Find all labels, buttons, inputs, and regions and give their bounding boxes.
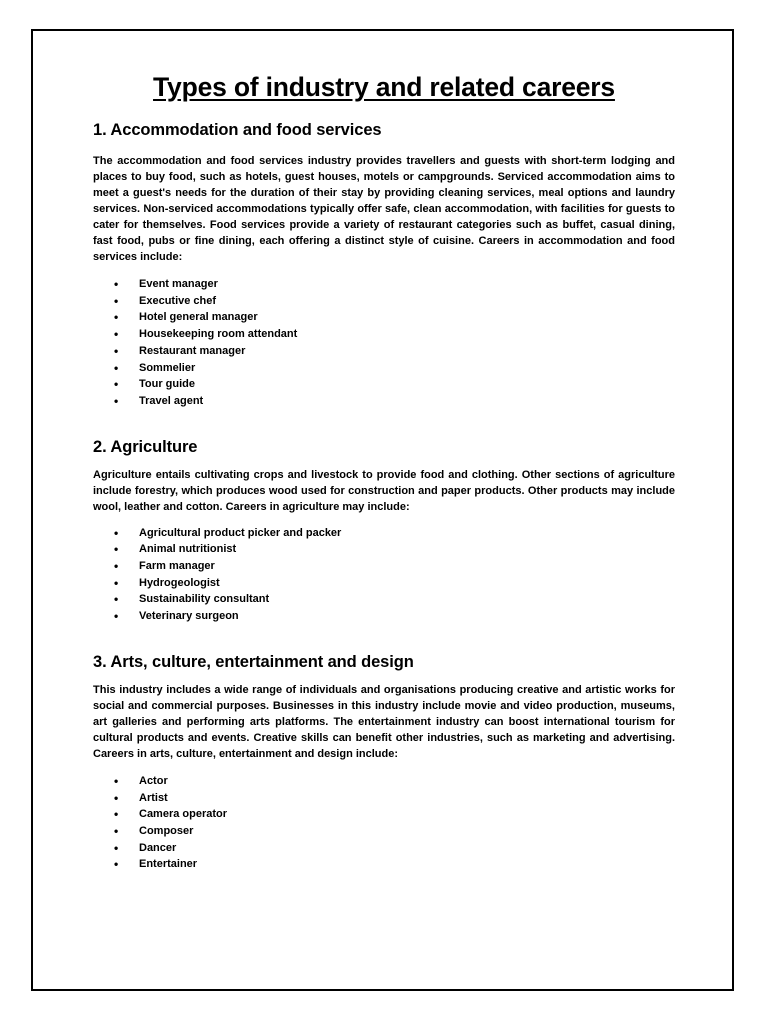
list-item: • Animal nutritionist: [93, 541, 675, 558]
list-item: • Dancer: [93, 840, 675, 857]
career-list: [93, 276, 675, 410]
list-item: • Sommelier: [93, 360, 675, 377]
list-item: • Tour guide: [93, 376, 675, 393]
list-item: • Executive chef: [93, 293, 675, 310]
list-item: • Composer: [93, 823, 675, 840]
section-heading: 3. Arts, culture, entertainment and design: [93, 652, 414, 671]
list-item: • Farm manager: [93, 558, 675, 575]
list-item: • Actor: [93, 773, 675, 790]
list-item: • Entertainer: [93, 856, 675, 873]
section-heading: 1. Accommodation and food services: [93, 121, 382, 139]
list-item: • Hotel general manager: [93, 309, 675, 326]
section-paragraph: The accommodation and food services industry provides travellers and guests with short-term lodging and places to buy food, such as hotels, guest houses, motels or campgrounds. Serviced accommodation aims to meet a guest's needs for the duration of their stay by providing cleaning services, meal options and laundry services. Non-serviced accommodations typically offer safe, clean accommodation, with facilities for guests to cater for themselves. Food services provide a variety of restaurant categories such as buffet, casual dining, fast food, pubs or fine dining, each offering a distinct style of cuisine. Careers in accommodation and food services include:: [93, 155, 675, 263]
career-list: [93, 525, 675, 625]
list-item: • Agricultural product picker and packer: [93, 525, 675, 542]
list-item: • Travel agent: [93, 393, 675, 410]
list-item: • Hydrogeologist: [93, 575, 675, 592]
document-body: [93, 70, 675, 873]
page-title: Types of industry and related careers: [153, 72, 615, 102]
list-item: • Restaurant manager: [93, 343, 675, 360]
career-list: [93, 773, 675, 873]
section-paragraph: Agriculture entails cultivating crops and livestock to provide food and clothing. Other sections of agriculture include forestry, which produces wood used for construction and paper products. Other products may include wool, leather and cotton. Careers in agriculture may include:: [93, 468, 675, 513]
section-heading: 2. Agriculture: [93, 437, 198, 456]
section-paragraph: This industry includes a wide range of individuals and organisations producing creative and artistic works for social and commercial purposes. Businesses in this industry include movie and video production, museums, art galleries and performing arts platforms. The entertainment industry can boost international tourism for cultural products and events. Creative skills can benefit other industries, such as marketing and advertising. Careers in arts, culture, entertainment and design include:: [93, 683, 675, 760]
list-item: • Housekeeping room attendant: [93, 326, 675, 343]
list-item: • Camera operator: [93, 806, 675, 823]
list-item: • Event manager: [93, 276, 675, 293]
list-item: • Sustainability consultant: [93, 591, 675, 608]
list-item: • Artist: [93, 790, 675, 807]
list-item: • Veterinary surgeon: [93, 608, 675, 625]
